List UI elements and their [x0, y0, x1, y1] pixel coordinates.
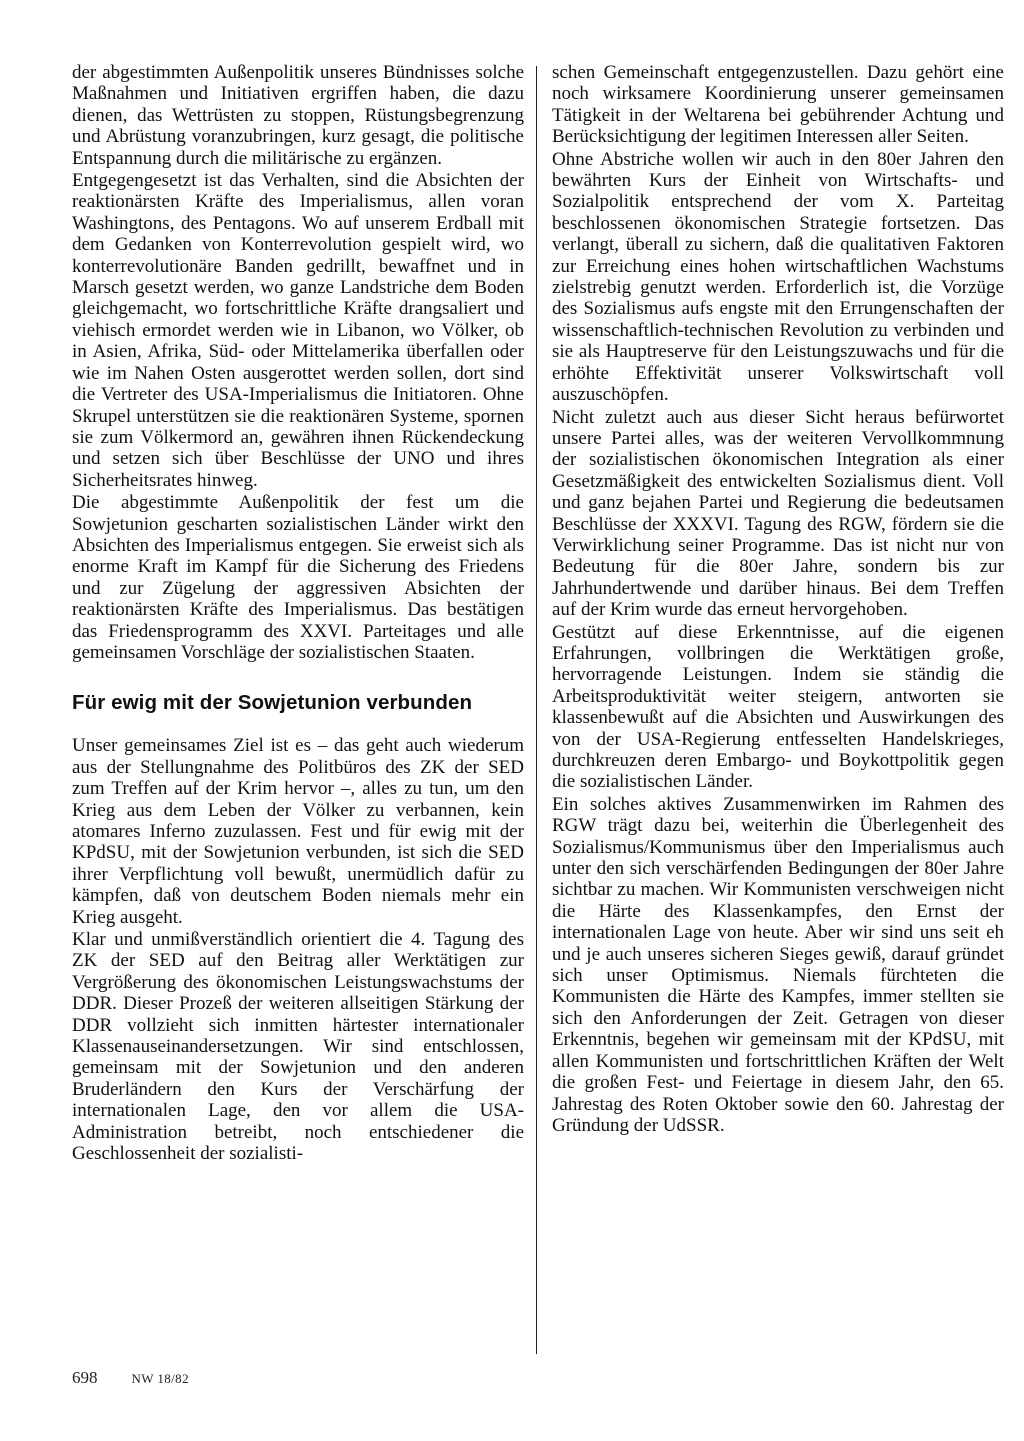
paragraph: Entgegengesetzt ist das Verhalten, sind die Absichten der reaktionärsten Kräfte des Imperialismus, allen voran Washingtons, des Pentagons. Wo auf unserem Erdball mit dem Gedanken von Konterrevolution gespielt wird, wo konterrevolutionäre Banden gedrillt, bewaffnet und in Marsch gesetzt werden, wo ganze Landstriche dem Boden gleichgemacht, wo fortschrittliche Kräfte drangsaliert und viehisch ermordet werden wie in Libanon, wo Völker, ob in Asien, Afrika, Süd- oder Mittelamerika überfallen oder wie im Nahen Osten ausgerottet werden sollen, dort sind die Vertreter des USA-Imperialismus die Initiatoren. Ohne Skrupel unterstützen sie die reaktionären Systeme, spornen sie zum Völkermord an, gewähren ihnen Rückendeckung und setzen sich über Beschlüsse der UNO und ihres Sicherheitsrates hinweg. — [72, 170, 524, 491]
paragraph: Klar und unmißverständlich orientiert die 4. Tagung des ZK der SED auf den Beitrag aller Werktätigen zur Vergrößerung des ökonomischen Leistungswachstums der DDR. Dieser Prozeß der weiteren allseitigen Stärkung der DDR vollzieht sich inmitten härtester internationaler Klassenauseinandersetzungen. Wir sind entschlossen, gemeinsam mit der Sowjetunion und den anderen Bruderländern den Kurs der Verschärfung der internationalen Lage, den vor allem die USA-Administration betreibt, noch entschiedener die Geschlossenheit der sozialisti- — [72, 929, 524, 1165]
paragraph: Unser gemeinsames Ziel ist es – das geht auch wiederum aus der Stellungnahme des Politbüros des ZK der SED zum Treffen auf der Krim hervor –, alles zu tun, um den Krieg aus dem Leben der Völker zu verbannen, kein atomares Inferno zuzulassen. Fest und für ewig mit der KPdSU, mit der Sowjetunion verbunden, ist sich die SED ihrer Verpflichtung voll bewußt, unermüdlich dafür zu kämpfen, daß von deutschem Boden niemals mehr ein Krieg ausgeht. — [72, 735, 524, 928]
paragraph: Ohne Abstriche wollen wir auch in den 80er Jahren den bewährten Kurs der Einheit von Wirtschafts- und Sozialpolitik entsprechend der vom X. Parteitag beschlossenen ökonomischen Strategie fortsetzen. Das verlangt, überall zu sichern, daß die qualitativen Faktoren zur Erreichung eines hohen wirtschaftlichen Wachstums zielstrebig genutzt werden. Erforderlich ist, die Vorzüge des Sozialismus aufs engste mit den Errungenschaften der wissenschaftlich-technischen Revolution zu verbinden und sie als Hauptreserve für den Leistungszuwachs und für die erhöhte Effektivität unserer Volkswirtschaft voll auszuschöpfen. — [552, 148, 1004, 406]
paragraph: schen Gemeinschaft entgegenzustellen. Dazu gehört eine noch wirksamere Koordinierung unserer gemeinsamen Tätigkeit in der Weltarena bei gebührender Achtung und Berücksichtigung der legitimen Interessen aller Seiten. — [552, 62, 1004, 148]
page-number: 698 — [72, 1368, 98, 1387]
left-column — [72, 62, 524, 1166]
paragraph: Ein solches aktives Zusammenwirken im Rahmen des RGW trägt dazu bei, weiterhin die Überlegenheit des Sozialismus/Kommunismus über den Imperialismus auch unter den sich verschärfenden Bedingungen der 80er Jahre sichtbar zu machen. Wir Kommunisten verschweigen nicht die Härte des Klassenkampfes, den Ernst der internationalen Lage von heute. Aber wir sind uns seit eh und je auch unseres sicheren Sieges gewiß, darauf gründet sich unser Optimismus. Niemals fürchteten die Kommunisten die Härte des Kampfes, immer stellten sie sich den Anforderungen der Zeit. Getragen von dieser Erkenntnis, begehen wir gemeinsam mit der KPdSU, mit allen Kommunisten und fortschrittlichen Kräften der Welt die großen Fest- und Feiertage in diesem Jahr, den 65. Jahrestag des Roten Oktober sowie den 60. Jahrestag der Gründung der UdSSR. — [552, 793, 1004, 1136]
column-divider — [536, 66, 537, 1354]
page-footer — [72, 1368, 189, 1388]
paragraph: Nicht zuletzt auch aus dieser Sicht heraus befürwortet unsere Partei alles, was der weiteren Vervollkommnung der sozialistischen ökonomischen Integration als einer Gesetzmäßigkeit des entwickelten Sozialismus dient. Voll und ganz bejahen Partei und Regierung die bedeutsamen Beschlüsse der XXXVI. Tagung des RGW, fördern sie die Verwirklichung seiner Programme. Das ist nicht nur von Bedeutung für die 80er Jahre, sondern bis zur Jahrhundertwende und darüber hinaus. Bei dem Treffen auf der Krim wurde das erneut hervorgehoben. — [552, 406, 1004, 621]
paragraph: Gestützt auf diese Erkenntnisse, auf die eigenen Erfahrungen, vollbringen die Werktätigen große, hervorragende Leistungen. Indem sie ständig die Arbeitsproduktivität weiter steigern, antworten sie klassenbewußt auf die Absichten und Auswirkungen des von der USA-Regierung entfesselten Handelskrieges, durchkreuzen deren Embargo- und Boykottpolitik gegen die sozialistischen Länder. — [552, 621, 1004, 793]
section-heading: Für ewig mit der Sowjetunion verbunden — [72, 691, 473, 715]
issue-reference: NW 18/82 — [131, 1371, 189, 1386]
paragraph: der abgestimmten Außenpolitik unseres Bündnisses solche Maßnahmen und Initiativen ergriffen haben, die dazu dienen, das Wettrüsten zu stoppen, Rüstungsbegrenzung und Abrüstung voranzubringen, kurz gesagt, die politische Entspannung durch die militärische zu ergänzen. — [72, 62, 524, 169]
paragraph: Die abgestimmte Außenpolitik der fest um die Sowjetunion gescharten sozialistischen Länder wirkt den Absichten des Imperialismus entgegen. Sie erweist sich als enorme Kraft im Kampf für die Sicherung des Friedens und zur Zügelung der aggressiven Absichten der reaktionärsten Kräfte des Imperialismus. Das bestätigen das Friedensprogramm des XXVI. Parteitages und alle gemeinsamen Vorschläge der sozialistischen Staaten. — [72, 492, 524, 663]
right-column — [552, 62, 1004, 1137]
